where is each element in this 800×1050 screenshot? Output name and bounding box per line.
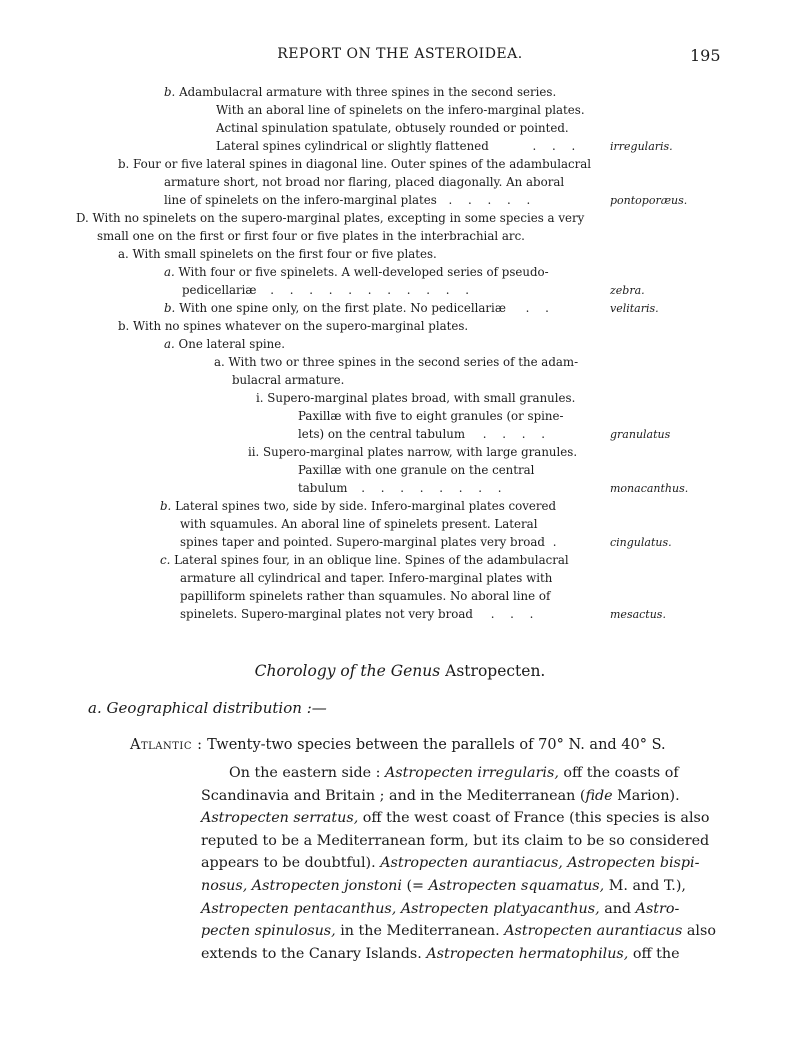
key-text: small one on the first or first four or five plates in the interbrachial arc. xyxy=(97,229,525,243)
key-text: line of spinelets on the infero-marginal plates xyxy=(164,193,437,207)
key-line xyxy=(97,228,525,245)
key-text: bulacral armature. xyxy=(232,373,345,387)
paragraph-line xyxy=(201,855,699,871)
paragraph-text: appears to be doubtful). xyxy=(201,855,381,872)
key-text: With an aboral line of spinelets on the infero-marginal plates. xyxy=(216,103,585,117)
paragraph-text: off the west coast of France (this species is also xyxy=(358,810,710,827)
key-text: pedicellariæ xyxy=(182,283,257,297)
region-text: Twenty-two species between the parallels of 70° N. and 40° S. xyxy=(207,737,666,753)
key-line xyxy=(164,84,556,101)
subheading: a. Geographical distribution :— xyxy=(88,699,327,717)
species-name: velitaris. xyxy=(610,302,659,315)
key-text: Paxillæ with one granule on the central xyxy=(298,463,535,477)
species-citation: Astropecten hermatophilus, xyxy=(426,945,629,962)
species-name: cingulatus. xyxy=(610,536,672,549)
paragraph-text: and xyxy=(599,900,636,917)
key-line xyxy=(164,264,549,281)
key-text: Adambulacral armature with three spines in the second series. xyxy=(179,85,557,99)
key-label: a. xyxy=(164,337,175,351)
paragraph-text: reputed to be a Mediterranean form, but its claim to be so considered xyxy=(201,832,710,849)
key-line xyxy=(180,588,550,605)
paragraph-line xyxy=(201,878,686,894)
key-text: lets) on the central tabulum xyxy=(298,427,466,441)
key-text: Lateral spines four, in an oblique line. Spines of the adambulacral xyxy=(174,553,569,567)
key-text: armature short, not broad nor flaring, placed diagonally. An aboral xyxy=(164,175,565,189)
species-citation: Astropecten aurantiacus, Astropecten bispi- xyxy=(380,855,700,872)
species-name: monacanthus. xyxy=(610,482,689,495)
paragraph-text: On the eastern side : xyxy=(229,765,385,781)
section-title-roman: Astropecten. xyxy=(445,662,546,680)
running-header: REPORT ON THE ASTEROIDEA. xyxy=(277,46,523,62)
key-line xyxy=(180,570,552,587)
paragraph-line xyxy=(229,765,679,781)
paragraph-text: Scandinavia and Britain ; and in the Mediterranean ( xyxy=(201,787,586,804)
key-line xyxy=(164,336,285,353)
species-citation: Astropecten serratus, xyxy=(201,810,359,827)
species-citation: Astropecten irregularis, xyxy=(384,765,559,781)
region-label: Atlantic : xyxy=(130,737,203,753)
key-text: One lateral spine. xyxy=(178,337,285,351)
key-line xyxy=(180,516,537,533)
key-text: a. With two or three spines in the second series of the adam- xyxy=(214,355,579,369)
key-line xyxy=(180,534,562,551)
key-text: spinelets. Supero-marginal plates not very broad xyxy=(180,607,473,621)
key-line xyxy=(182,282,475,299)
key-text: ii. Supero-marginal plates narrow, with large granules. xyxy=(248,445,578,459)
species-citation: pecten spinulosus, xyxy=(201,923,336,940)
key-line xyxy=(160,552,569,569)
paragraph-text: (= xyxy=(401,878,429,894)
species-name: pontoporæus. xyxy=(610,194,688,207)
key-line xyxy=(256,390,575,407)
key-line xyxy=(214,354,578,371)
paragraph-line xyxy=(201,923,716,939)
key-label: b. xyxy=(160,499,172,513)
key-line xyxy=(164,300,555,317)
leader-dots: . . . . xyxy=(482,427,552,441)
species-name: zebra. xyxy=(610,284,645,297)
key-line xyxy=(118,318,468,335)
leader-dots: . . . . . xyxy=(448,193,537,207)
key-line xyxy=(180,606,539,623)
paragraph-line xyxy=(201,810,709,826)
key-line xyxy=(298,462,534,479)
key-text: Actinal spinulation spatulate, obtusely rounded or pointed. xyxy=(216,121,569,135)
atlantic-line xyxy=(130,737,666,753)
paragraph-line xyxy=(201,833,709,849)
species-name: granulatus xyxy=(610,428,671,441)
paragraph-text: Marion). xyxy=(612,787,680,804)
leader-dots: . . xyxy=(525,301,555,315)
key-line xyxy=(118,246,437,263)
species-citation: Astropecten aurantiacus xyxy=(504,923,683,940)
key-line xyxy=(164,174,564,191)
key-line xyxy=(118,156,591,173)
paragraph-text: M. and T.), xyxy=(604,878,686,894)
section-title xyxy=(0,662,800,680)
key-text: i. Supero-marginal plates broad, with small granules. xyxy=(256,391,576,405)
key-line xyxy=(298,408,563,425)
key-text: spines taper and pointed. Supero-marginal plates very broad xyxy=(180,535,545,549)
key-text: With one spine only, on the first plate. No pedicellariæ xyxy=(179,301,506,315)
key-line xyxy=(216,102,585,119)
key-line xyxy=(160,498,556,515)
species-citation: Astropecten squamatus, xyxy=(428,878,605,894)
key-line xyxy=(76,210,584,227)
leader-dots: . xyxy=(552,535,563,549)
species-name: mesactus. xyxy=(610,608,666,621)
key-line xyxy=(164,192,536,209)
leader-dots: . . . xyxy=(490,607,540,621)
key-text: b. With no spines whatever on the supero-marginal plates. xyxy=(118,319,469,333)
page-number: 195 xyxy=(690,46,721,65)
key-text: a. With small spinelets on the first four or five plates. xyxy=(118,247,437,261)
paragraph-line xyxy=(201,788,680,804)
key-text: with squamules. An aboral line of spinelets present. Lateral xyxy=(180,517,538,531)
key-line xyxy=(216,120,569,137)
key-text: tabulum xyxy=(298,481,348,495)
key-text: With four or five spinelets. A well-developed series of pseudo- xyxy=(178,265,549,279)
species-name: irregularis. xyxy=(610,140,673,153)
key-text: Paxillæ with five to eight granules (or spine- xyxy=(298,409,564,423)
key-label: b. xyxy=(164,85,176,99)
key-text: Lateral spines two, side by side. Infero-marginal plates covered xyxy=(175,499,557,513)
leader-dots: . . . xyxy=(532,139,582,153)
key-label: a. xyxy=(164,265,175,279)
species-citation: nosus, Astropecten jonstoni xyxy=(201,878,402,894)
species-citation: Astropecten pentacanthus, Astropecten platyacanthus, xyxy=(201,900,600,917)
key-line xyxy=(216,138,581,155)
species-citation: Astro- xyxy=(635,900,680,917)
key-line xyxy=(232,372,344,389)
paragraph-text: off the xyxy=(628,945,680,962)
section-title-italic: Chorology of the Genus xyxy=(254,662,441,680)
key-line xyxy=(248,444,577,461)
key-text: papilliform spinelets rather than squamules. No aboral line of xyxy=(180,589,551,603)
leader-dots: . . . . . . . . . . . xyxy=(270,283,476,297)
species-citation: fide xyxy=(585,787,613,804)
key-line xyxy=(298,426,551,443)
key-text: armature all cylindrical and taper. Infero-marginal plates with xyxy=(180,571,553,585)
key-text: Lateral spines cylindrical or slightly flattened xyxy=(216,139,489,153)
paragraph-text: off the coasts of xyxy=(558,765,679,781)
key-text: b. Four or five lateral spines in diagonal line. Outer spines of the adambulacral xyxy=(118,157,592,171)
paragraph-text: extends to the Canary Islands. xyxy=(201,945,427,962)
paragraph-line xyxy=(201,901,679,917)
paragraph-line xyxy=(201,946,680,962)
key-line xyxy=(298,480,507,497)
key-text: D. With no spinelets on the supero-marginal plates, excepting in some species a very xyxy=(76,211,585,225)
key-label: b. xyxy=(164,301,176,315)
paragraph-text: in the Mediterranean. xyxy=(335,923,505,940)
leader-dots: . . . . . . . . xyxy=(361,481,508,495)
key-label: c. xyxy=(160,553,171,567)
paragraph-text: also xyxy=(682,923,716,940)
